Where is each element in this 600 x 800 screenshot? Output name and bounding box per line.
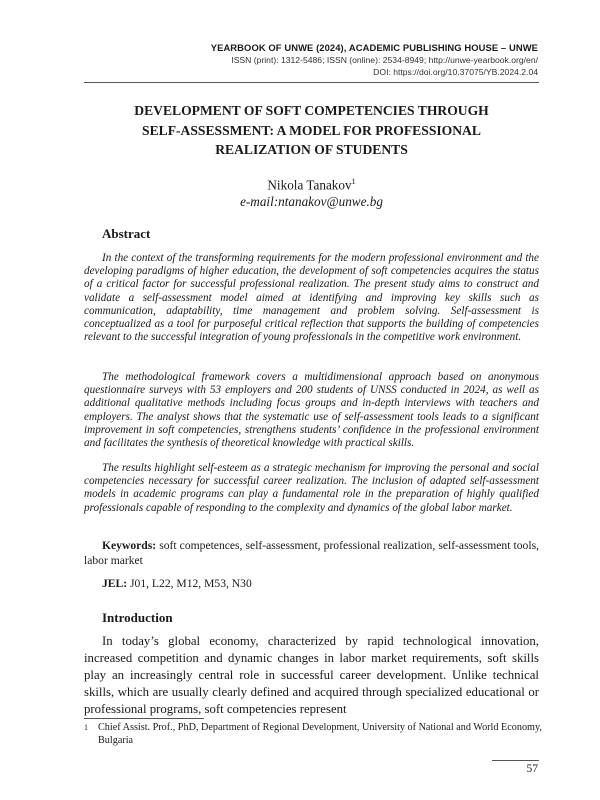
introduction-paragraph-1: In today’s global economy, characterized by rapid technological innovation, increased competition and dynamic changes in labor market requirements, soft skills play an increasingly central role in successful career development. Unlike technical skills, which are usually clearly defined and acquired through specialized educational or professional programs, soft competencies represent xyxy=(84,634,539,716)
issn-line: ISSN (print): 1312-5486; ISSN (online): 2534-8949; http://unwe-yearbook.org/en/ xyxy=(231,55,538,65)
abstract-paragraph-1: In the context of the transforming requirements for the modern professional environment and the developing paradigms of higher education, the development of soft competencies acquires the status of a critical factor for successful professional realization. The present study aims to construct and validate a self-assessment model aimed at identifying and improving key skills such as communication, adaptability, time management and problem solving. Self-assessment is conceptualized as a tool for purposeful critical reflection that supports the building of competencies relevant to the successful integration of young professionals in the competitive work environment. xyxy=(84,252,539,344)
introduction-heading: Introduction xyxy=(102,610,173,625)
journal-header: YEARBOOK OF UNWE (2024), ACADEMIC PUBLISHING HOUSE – UNWE xyxy=(210,42,538,53)
title-line-2: SELF-ASSESSMENT: A MODEL FOR PROFESSIONAL xyxy=(142,122,481,138)
header-divider xyxy=(84,82,539,83)
page-number-divider xyxy=(492,760,539,761)
jel-codes xyxy=(102,577,252,590)
paper-title xyxy=(84,101,539,160)
author-footnote-mark: 1 xyxy=(351,177,356,186)
abstract-heading: Abstract xyxy=(102,226,151,241)
doi-line: DOI: https://doi.org/10.37075/YB.2024.2.04 xyxy=(373,67,538,77)
jel-label: JEL: xyxy=(102,577,128,590)
footnote-divider xyxy=(84,718,204,719)
abstract-paragraph-3: The results highlight self-esteem as a strategic mechanism for improving the personal and social competencies necessary for successful career realization. The inclusion of adapted self-assessment models in academic programs can play a fundamental role in the preparation of highly qualified professionals capable of responding to the complexity and dynamics of the global labor market. xyxy=(84,462,539,514)
title-line-1: DEVELOPMENT OF SOFT COMPETENCIES THROUGH xyxy=(134,103,489,118)
author-line xyxy=(84,177,539,193)
footnote-text: Chief Assist. Prof., PhD, Department of Regional Development, University of National and World Economy, Bulgaria xyxy=(98,722,542,746)
keywords xyxy=(84,538,539,569)
page-number: 57 xyxy=(526,763,538,775)
keywords-label: Keywords: xyxy=(102,539,157,552)
author-name: Nikola Tanakov xyxy=(267,177,352,193)
jel-text: J01, L22, M12, M53, N30 xyxy=(130,577,252,590)
abstract-paragraph-2: The methodological framework covers a multidimensional approach based on anonymous questionnaire surveys with 53 employers and 200 students of UNSS conducted in 2024, as well as additional qualitative methods including focus groups and in-depth interviews with teachers and employers. The analyst shows that the systematic use of self-assessment tools leads to a significant improvement in soft competencies, strengthens students’ confidence in the professional environment and facilitates the synthesis of theoretical knowledge with practical skills. xyxy=(84,371,539,450)
title-line-3: REALIZATION OF STUDENTS xyxy=(215,142,408,157)
keywords-text: soft competences, self-assessment, professional realization, self-assessment tools, labor market xyxy=(84,539,539,568)
footnote xyxy=(84,721,553,747)
footnote-mark: 1 xyxy=(84,723,88,732)
author-email: e-mail:ntanakov@unwe.bg xyxy=(240,194,383,209)
